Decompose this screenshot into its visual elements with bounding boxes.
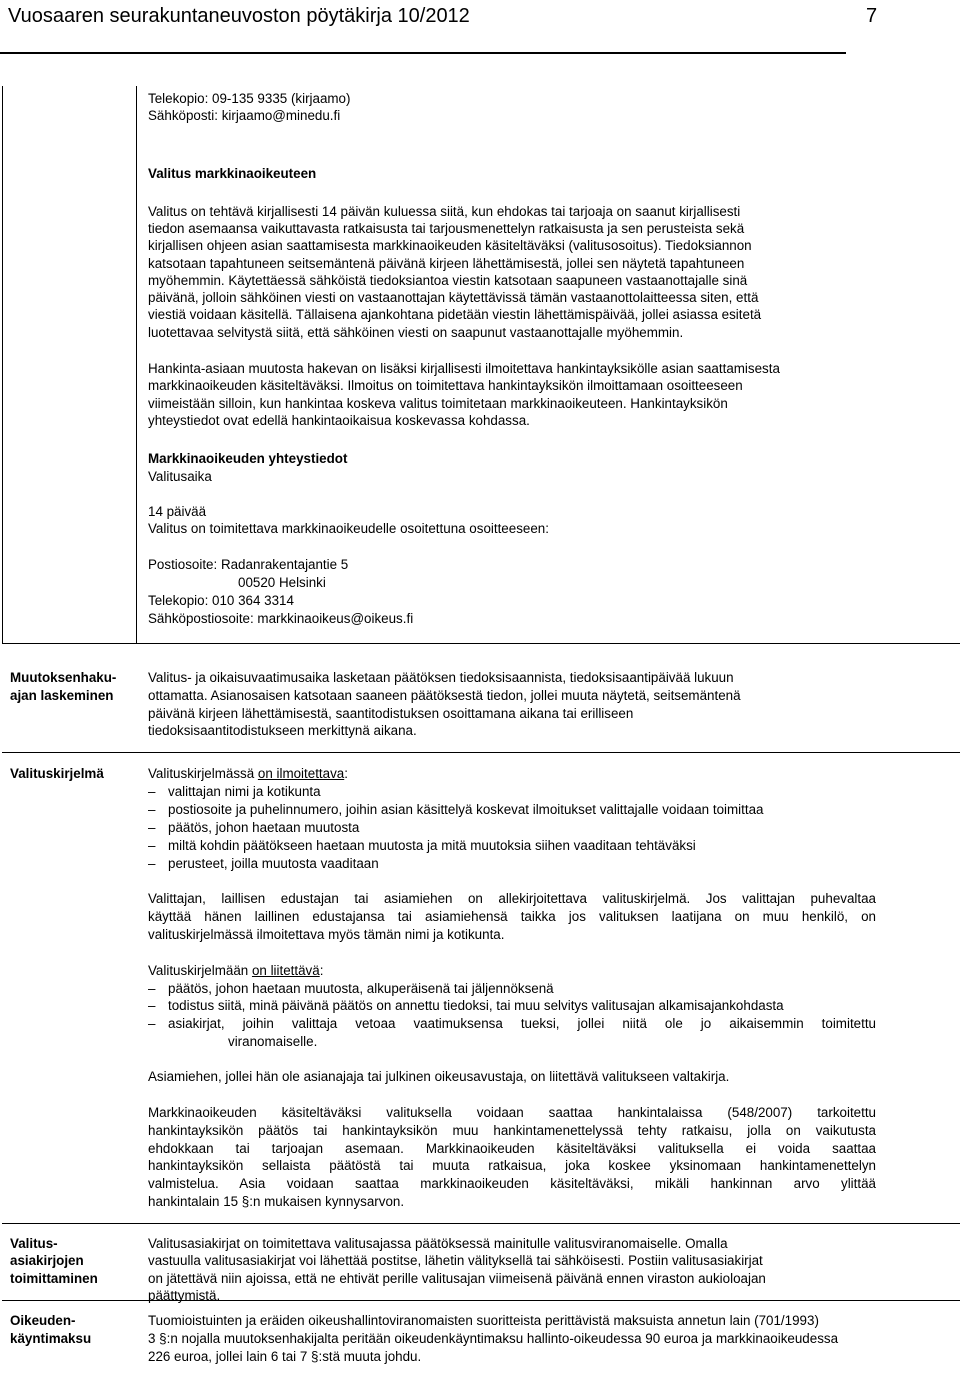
- paragraph-line: Hankinta-asiaan muutosta hakevan on lisäksi kirjallisesti ilmoitettava hankintayksikölle asian saattamisesta: [148, 361, 780, 376]
- paragraph-line: päivänä kirjeen lähettämisestä, saantitodistuksen osoittamana aikana tai erilliseen: [148, 706, 634, 721]
- paragraph-line: viimeistään silloin, kun hankintaa koskeva valitus toimitetaan markkinaoikeuteen. Hankintayksikön: [148, 396, 728, 411]
- section-rule: [2, 643, 960, 644]
- dash-bullet: –: [148, 820, 156, 835]
- counsel-note: Asiamiehen, jollei hän ole asianajaja tai julkinen oikeusavustaja, on liitettävä valitukseen valtakirja.: [148, 1069, 730, 1084]
- section-rule: [2, 1223, 960, 1224]
- postal-city: 00520 Helsinki: [238, 575, 326, 590]
- paragraph-line: on jätettävä niin ajoissa, että ne ehtivät perille valitusajan viimeisenä päivänä ennen viraston aukioloajan: [148, 1271, 766, 1286]
- dash-bullet: –: [148, 856, 156, 871]
- dash-bullet: –: [148, 784, 156, 799]
- document-title: Vuosaaren seurakuntaneuvoston pöytäkirja 10/2012: [8, 5, 470, 27]
- attachment-item: asiakirjat, joihin valittaja vetoaa vaatimuksensa tueksi, jollei niitä ole jo aikaisemmin toimitettu: [168, 1016, 876, 1031]
- paragraph-line: katsotaan tapahtuneen seitsemäntenä päivänä kirjeen lähettämisestä, jollei sen näytetä tapahtuneen: [148, 256, 745, 271]
- paragraph-line: Valittajan, laillisen edustajan tai asiamiehen on allekirjoitettava valituskirjelmä. Jos valittajan puhevaltaa: [148, 891, 876, 906]
- dash-bullet: –: [148, 838, 156, 853]
- list-item: perusteet, joilla muutosta vaaditaan: [168, 856, 379, 871]
- delivery-label: toimittaminen: [10, 1271, 98, 1286]
- contacts-heading: Markkinaoikeuden yhteystiedot: [148, 451, 348, 466]
- paragraph-line: Valitus- ja oikaisuvaatimusaika lasketaan päätöksen tiedoksisaannista, tiedoksisaantipäivää lukuun: [148, 670, 734, 685]
- attach-prefix: Valituskirjelmään: [148, 963, 252, 978]
- attachment-item: todistus siitä, minä päivänä päätös on annettu tiedoksi, tai muu selvitys valitusajan alkamisajankohdasta: [168, 998, 784, 1013]
- section-rule: [2, 1300, 960, 1301]
- dash-bullet: –: [148, 981, 156, 996]
- dash-bullet: –: [148, 802, 156, 817]
- paragraph-line: vastuulla valitusasiakirjat voi lähettää postitse, lähetin välityksellä tai sähköisesti. Postiin valitusasiakirjat: [148, 1253, 763, 1268]
- paragraph-line: ehdokkaan tai tarjoajan asemaan. Markkinaoikeuden käsiteltäväksi valituksella ei voida saattaa: [148, 1141, 876, 1156]
- period-calc-label: ajan laskeminen: [10, 688, 114, 703]
- paragraph-line: tiedoksisaantitodistukseen merkittynä aikana.: [148, 723, 417, 738]
- paragraph-line: Valitusasiakirjat on toimitettava valitusajassa päätöksessä mainitulle valitusviranomaiselle. Omalla: [148, 1236, 728, 1251]
- section-rule: [2, 752, 960, 753]
- list-item: päätös, johon haetaan muutosta: [168, 820, 360, 835]
- paragraph-line: hankintayksikön päätös tai hankintayksikön muu hankintamenettelyssä tehty ratkaisu, jolla on vaikutusta: [148, 1123, 876, 1138]
- frame-left-rule: [2, 86, 3, 643]
- paragraph-line: viestiä voidaan käsitellä. Tällaisena ajankohtana pidetään viestin lähettämispäivää, jollei asiassa esitetä: [148, 307, 762, 322]
- paragraph-line: valituskirjelmässä ilmoitettava myös tämän nimi ja kotikunta.: [148, 927, 505, 942]
- intro-prefix: Valituskirjelmässä: [148, 766, 258, 781]
- appeal-period-label: Valitusaika: [148, 469, 212, 484]
- page-number: 7: [866, 5, 878, 27]
- paragraph-line: hankintalain 15 §:n mukaisen kynnysarvon.: [148, 1194, 405, 1209]
- paragraph-line: Tuomioistuinten ja eräiden oikeushallintoviranomaisten suoritteista perittävistä maksuista annetun lain (701/1993): [148, 1313, 819, 1328]
- attach-suffix: :: [319, 963, 324, 978]
- paragraph-line: käyttää hänen laillinen edustajansa tai asiamiehensä taikka jos valituksen laatijana on muu henkilö, on: [148, 909, 876, 924]
- paragraph-line: hankintayksikön sellaista päätöstä tai muuta ratkaisua, joka koskee yksinomaan hankintamenettelyn: [148, 1158, 876, 1173]
- appeal-letter-label: Valituskirjelmä: [10, 766, 104, 781]
- appeal-period-value: 14 päivää: [148, 504, 207, 519]
- section-heading: Valitus markkinaoikeuteen: [148, 166, 317, 181]
- intro-underlined: on ilmoitettava: [257, 766, 345, 781]
- postal-address: Postiosoite: Radanrakentajantie 5: [148, 557, 349, 572]
- header-rule: [0, 52, 846, 54]
- paragraph-line: yhteystiedot ovat edellä hankintaoikaisua koskevassa kohdassa.: [148, 413, 530, 428]
- attachment-continuation: viranomaiselle.: [228, 1034, 318, 1049]
- attachment-item: päätös, johon haetaan muutosta, alkuperäisenä tai jäljennöksenä: [168, 981, 554, 996]
- list-item: valittajan nimi ja kotikunta: [168, 784, 321, 799]
- fees-label: käyntimaksu: [10, 1331, 92, 1346]
- dash-bullet: –: [148, 1016, 156, 1031]
- paragraph-line: Valitus on tehtävä kirjallisesti 14 päivän kuluessa siitä, kun ehdokas tai tarjoaja on saanut kirjallisesti: [148, 204, 741, 219]
- delivery-label: asiakirjojen: [10, 1253, 84, 1268]
- paragraph-line: Markkinaoikeuden käsiteltäväksi valituksella voidaan saattaa hankintalaissa (548/2007) tarkoitettu: [148, 1105, 876, 1120]
- contact-email: Sähköposti: kirjaamo@minedu.fi: [148, 108, 341, 123]
- dash-bullet: –: [148, 998, 156, 1013]
- paragraph-line: 226 euroa, jollei lain 6 tai 7 §:stä muuta johdu.: [148, 1349, 422, 1364]
- attachments-intro: [148, 962, 323, 980]
- paragraph-line: kirjallisen ohjeen asian saattamisesta markkinaoikeuden käsiteltäväksi (valitusosoitus). Tiedoksiannon: [148, 238, 752, 253]
- period-calc-label: Muutoksenhaku-: [10, 670, 117, 685]
- paragraph-line: 3 §:n nojalla muutoksenhakijalta peritään oikeudenkäyntimaksu hallinto-oikeudessa 90 euroa ja markkinaoikeudessa: [148, 1331, 839, 1346]
- paragraph-line: päivänä, jolloin sähköinen viesti on vastaanottajan käytettävissä tämän vastaanottolaitteessa siten, että: [148, 290, 759, 305]
- intro-suffix: :: [344, 766, 348, 781]
- frame-divider-rule: [136, 86, 137, 643]
- list-item: miltä kohdin päätökseen haetaan muutosta ja mitä muutoksia siihen vaaditaan tehtäväksi: [168, 838, 696, 853]
- contact-fax: Telekopio: 09-135 9335 (kirjaamo): [148, 91, 351, 106]
- address-intro: Valitus on toimitettava markkinaoikeudelle osoitettuna osoitteeseen:: [148, 521, 549, 536]
- paragraph-line: ottamatta. Asianosaisen katsotaan saaneen päätöksestä tiedon, jollei muuta näytetä, seitsemäntenä: [148, 688, 741, 703]
- paragraph-line: tiedon asemaansa vaikuttavasta ratkaisusta tai tarjousmenettelyn ratkaisusta ja sen perusteista sekä: [148, 221, 745, 236]
- paragraph-line: valmistelua. Asia voidaan saattaa markkinaoikeuden käsiteltäväksi, mikäli hankinnan arvo ylittää: [148, 1176, 876, 1191]
- paragraph-line: myöhemmin. Käytettäessä sähköistä tiedoksiantoa viestin katsotaan saapuneen vastaanottajalle sinä: [148, 273, 748, 288]
- appeal-letter-intro: [148, 765, 348, 783]
- attach-underlined: on liitettävä: [251, 963, 320, 978]
- paragraph-line: päättymistä.: [148, 1288, 221, 1303]
- paragraph-line: luotettavaa selvitystä siitä, että sähköinen viesti on saapunut vastaanottajalle myöhemmin.: [148, 325, 684, 340]
- court-email: Sähköpostiosoite: markkinaoikeus@oikeus.fi: [148, 611, 414, 626]
- paragraph-line: markkinaoikeuden käsiteltäväksi. Ilmoitus on toimitettava hankintayksikön ilmoittamaan osoitteeseen: [148, 378, 743, 393]
- delivery-label: Valitus-: [10, 1236, 58, 1251]
- fees-label: Oikeuden-: [10, 1313, 76, 1328]
- court-fax: Telekopio: 010 364 3314: [148, 593, 294, 608]
- list-item: postiosoite ja puhelinnumero, joihin asian käsittelyä koskevat ilmoitukset valittajalle voidaan toimittaa: [168, 802, 764, 817]
